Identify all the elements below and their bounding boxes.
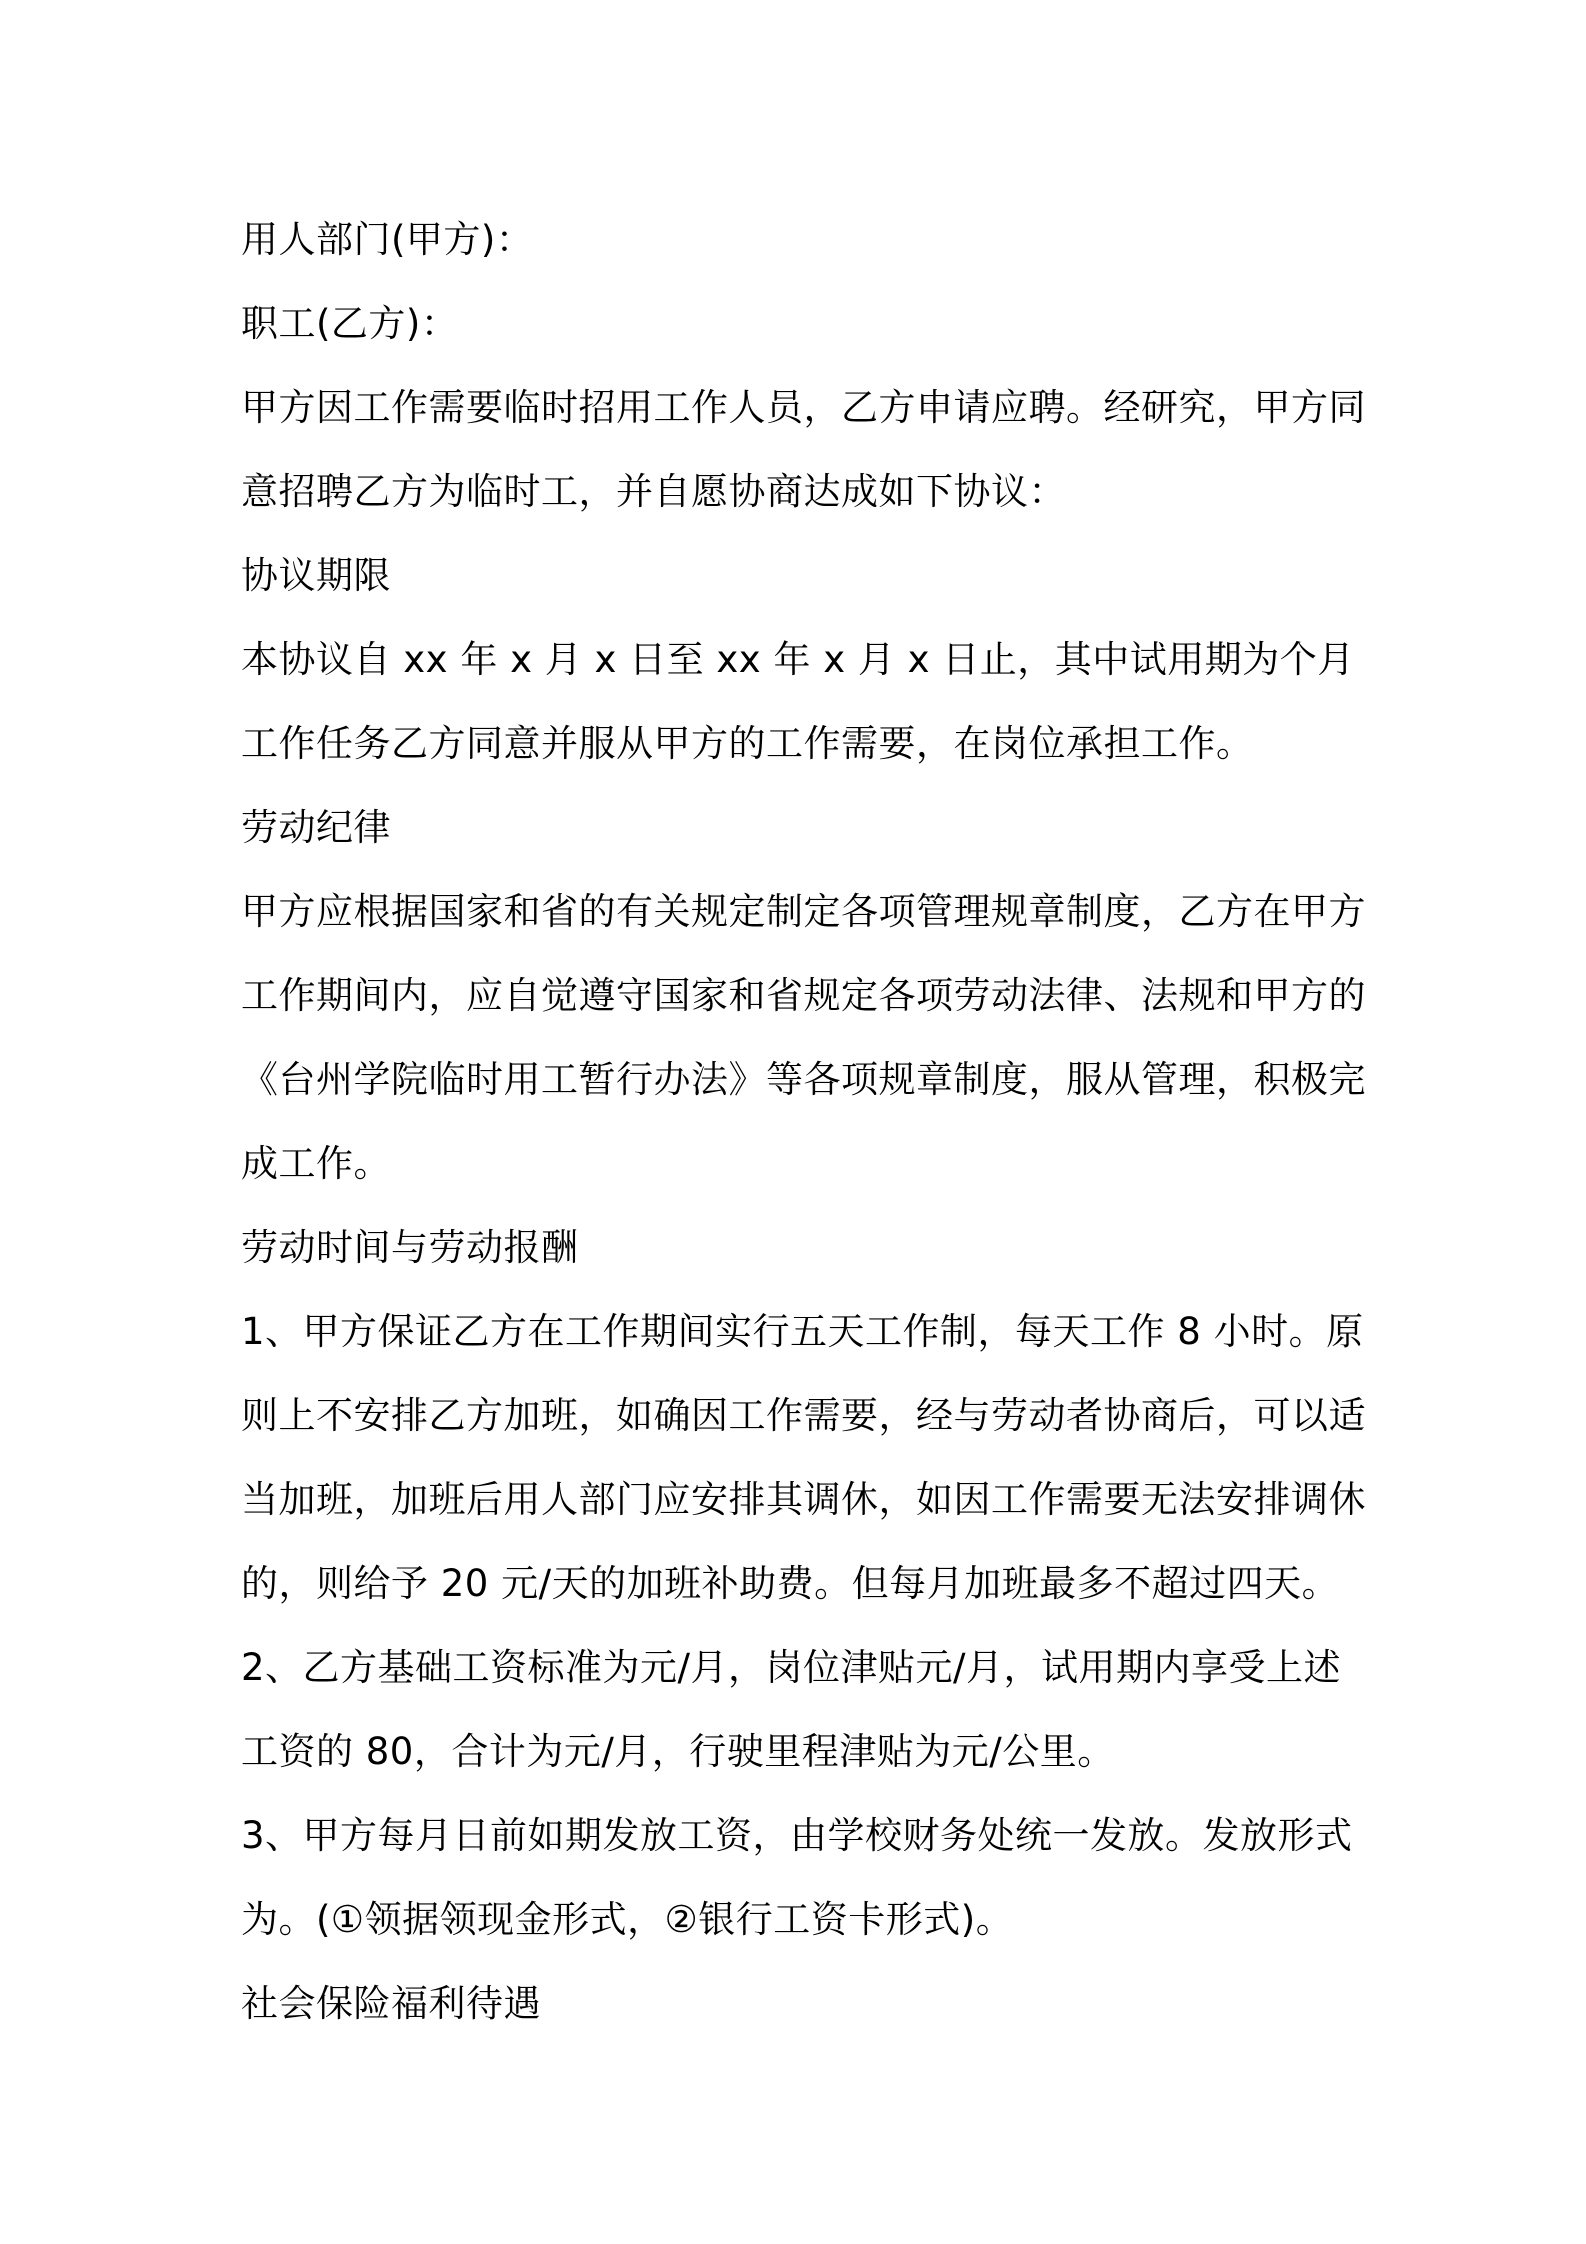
paragraph-line: 3、甲方每月日前如期发放工资，由学校财务处统一发放。发放形式 bbox=[241, 1814, 1353, 1857]
section-heading: 劳动纪律 bbox=[241, 806, 391, 849]
paragraph-line: 当加班，加班后用人部门应安排其调休，如因工作需要无法安排调休 bbox=[241, 1478, 1366, 1521]
section-heading: 劳动时间与劳动报酬 bbox=[241, 1226, 579, 1269]
paragraph-line: 工资的 80，合计为元/月，行驶里程津贴为元/公里。 bbox=[241, 1730, 1115, 1773]
document-body bbox=[241, 198, 1366, 2046]
employee-label: 职工(乙方)： bbox=[241, 302, 459, 345]
paragraph-line: 意招聘乙方为临时工，并自愿协商达成如下协议： bbox=[241, 470, 1066, 513]
paragraph-line: 甲方应根据国家和省的有关规定制定各项管理规章制度，乙方在甲方 bbox=[241, 890, 1366, 933]
section-heading: 协议期限 bbox=[241, 554, 391, 597]
section-heading: 社会保险福利待遇 bbox=[241, 1982, 541, 2025]
paragraph-line: 甲方因工作需要临时招用工作人员，乙方申请应聘。经研究，甲方同 bbox=[241, 386, 1366, 429]
paragraph-line: 2、乙方基础工资标准为元/月，岗位津贴元/月，试用期内享受上述 bbox=[241, 1646, 1341, 1689]
paragraph-line: 成工作。 bbox=[241, 1142, 391, 1185]
paragraph-line: 为。(①领据领现金形式，②银行工资卡形式)。 bbox=[241, 1898, 1014, 1941]
paragraph-line: 则上不安排乙方加班，如确因工作需要，经与劳动者协商后，可以适 bbox=[241, 1394, 1366, 1437]
paragraph-line: 工作期间内，应自觉遵守国家和省规定各项劳动法律、法规和甲方的 bbox=[241, 974, 1366, 1017]
paragraph-line: 工作任务乙方同意并服从甲方的工作需要，在岗位承担工作。 bbox=[241, 722, 1254, 765]
paragraph-line: 的，则给予 20 元/天的加班补助费。但每月加班最多不超过四天。 bbox=[241, 1562, 1340, 1605]
paragraph-line: 《台州学院临时用工暂行办法》等各项规章制度，服从管理，积极完 bbox=[241, 1058, 1366, 1101]
paragraph-line: 1、甲方保证乙方在工作期间实行五天工作制，每天工作 8 小时。原 bbox=[241, 1310, 1364, 1353]
paragraph-line: 本协议自 xx 年 x 月 x 日至 xx 年 x 月 x 日止，其中试用期为个月 bbox=[241, 638, 1355, 681]
employer-label: 用人部门(甲方)： bbox=[241, 218, 534, 261]
